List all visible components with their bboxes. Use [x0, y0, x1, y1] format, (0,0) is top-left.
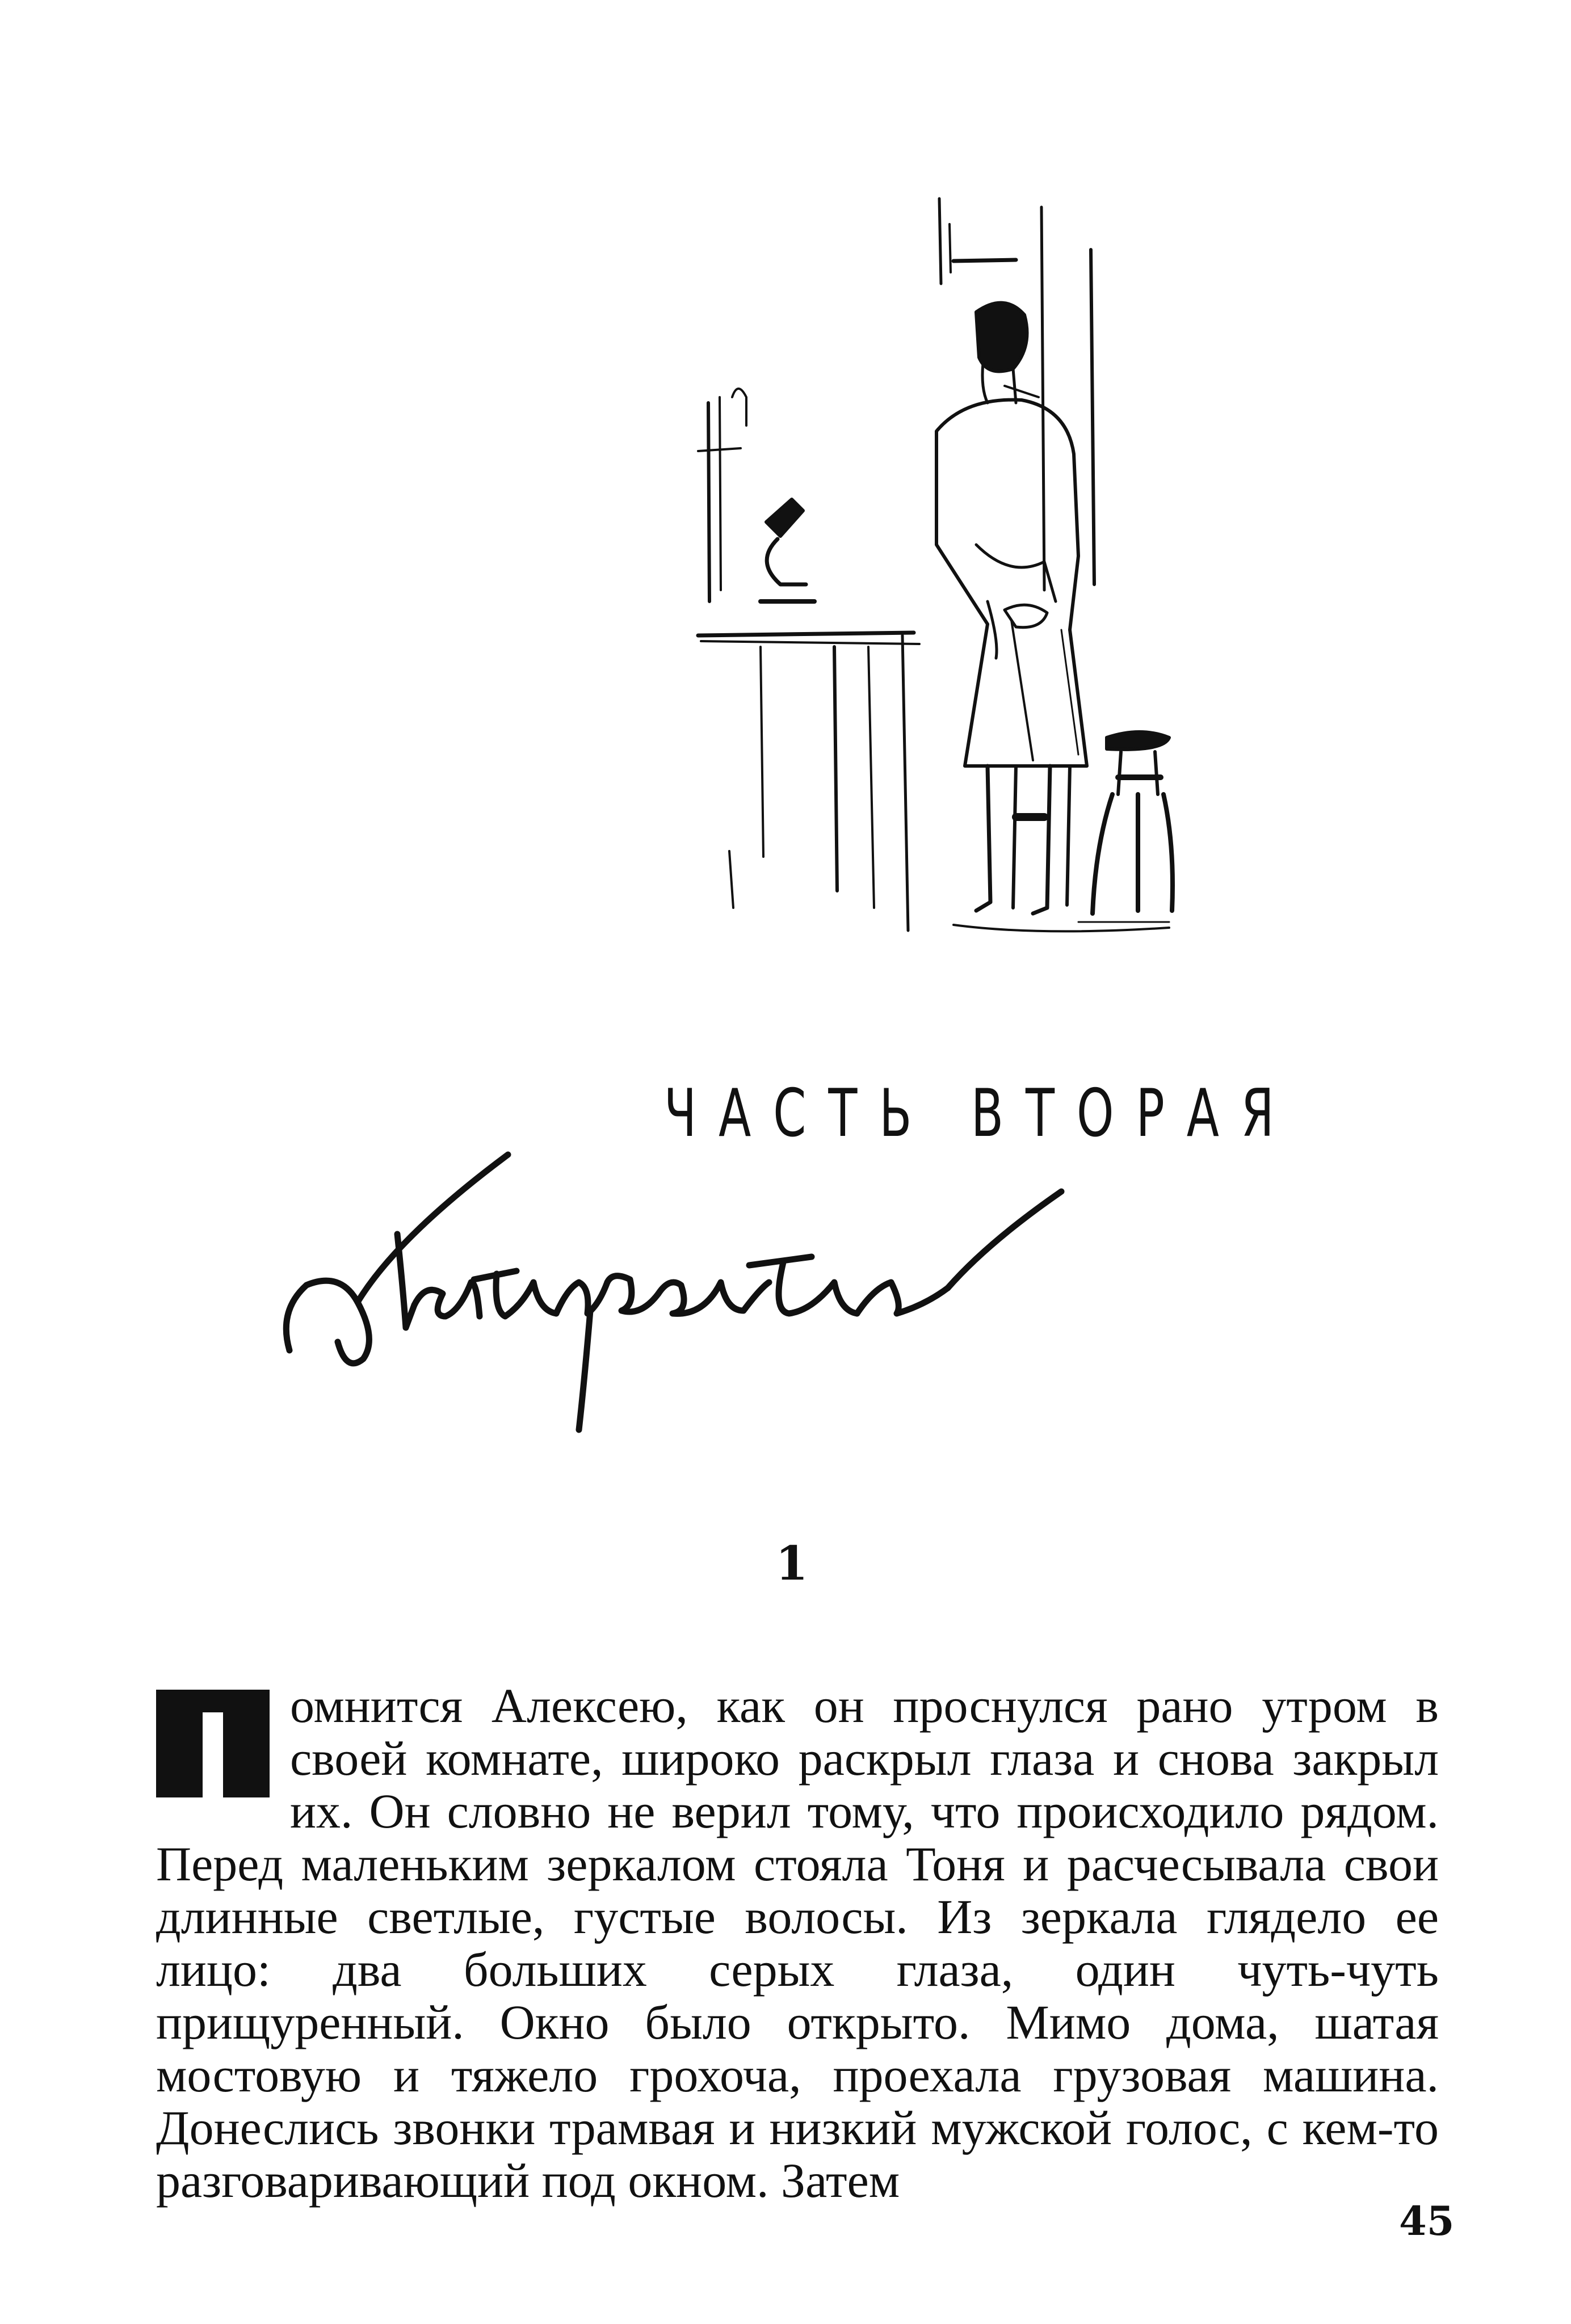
page-number: 45	[1399, 2197, 1455, 2245]
part-label: ЧАСТЬ ВТОРАЯ	[664, 1075, 1296, 1152]
part-title-script	[272, 1140, 1294, 1435]
scientist-at-microscope-illustration	[670, 193, 1175, 987]
first-paragraph: омнится Алексею, как он проснулся рано утром в своей комнате, широко раскрыл глаза и снова закрыл их. Он словно не верил тому, что происходило рядом. Перед маленьким зеркалом стояла Тоня и расчесывала свои длинные светлые, густые волосы. Из зеркала глядело ее лицо: два больших серых глаза, один чуть-чуть прищуренный. Окно было открыто. Мимо дома, шатая мостовую и тяжело грохоча, проехала грузовая машина. Донеслись звонки трамвая и низкий мужской голос, с кем-то разговаривающий под окном. Затем	[156, 1678, 1439, 2208]
chapter-body-text	[156, 1679, 1439, 2207]
dropcap	[156, 1690, 270, 1797]
chapter-number: 1	[775, 1536, 808, 1591]
dropcap-letter-shape	[156, 1690, 270, 1797]
